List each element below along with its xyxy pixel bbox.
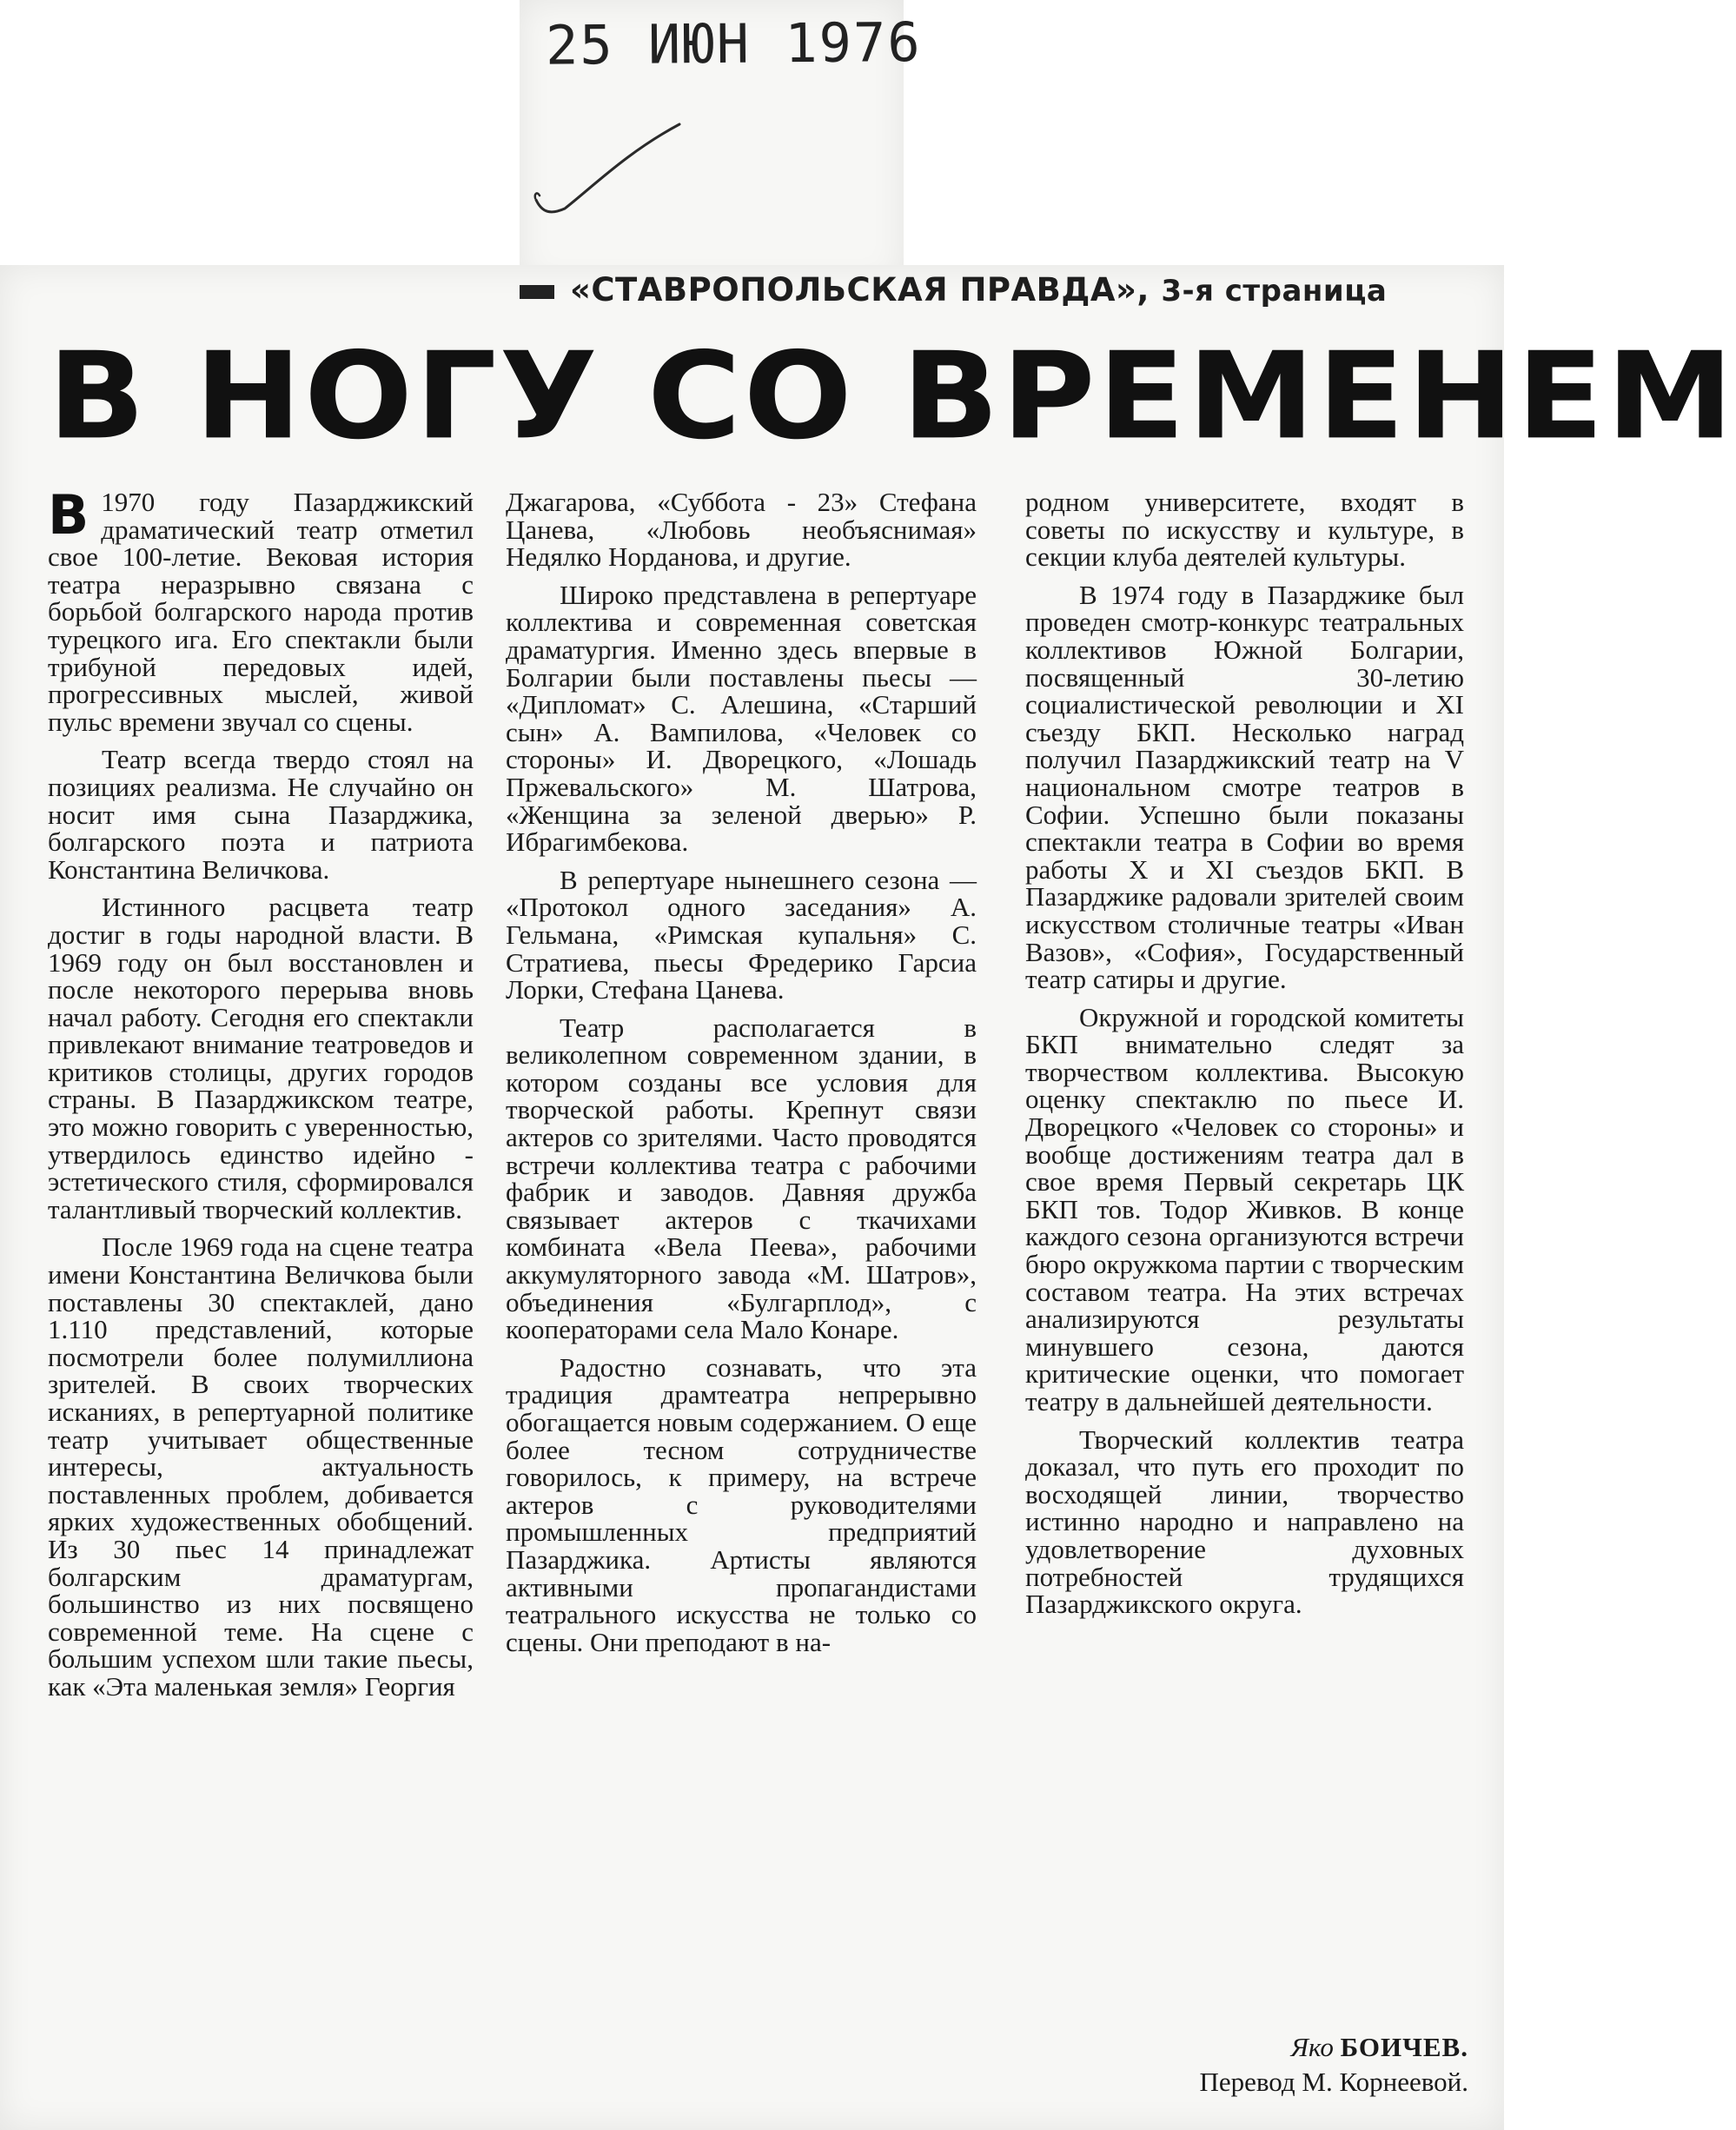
newspaper-masthead: [520, 271, 1484, 309]
translator-credit: Перевод М. Корнеевой.: [1199, 2067, 1468, 2097]
paragraph: Широко представлена в репертуаре коллектива и современная советская драматургия. Именно здесь впервые в Болгарии были поставлены пьесы — «Дипломат» С. Алешина, «Старший сын» А. Вампилова, «Человек со стороны» И. Дворецкого, «Лошадь Пржевальского» М. Шатрова, «Женщина за зеленой дверью» Р. Ибрагимбекова.: [506, 579, 977, 858]
article-column-3: [1025, 488, 1464, 1618]
newspaper-name: «СТАВРОПОЛЬСКАЯ ПРАВДА»,: [570, 271, 1150, 309]
article-column-2: [506, 488, 977, 1656]
paragraph: [48, 483, 474, 737]
paragraph: Истинного расцвета театр достиг в годы народной власти. В 1969 году он был восстановлен и после некоторого перерыва вновь начал работу. Сегодня его спектакли привлекают внимание театроведов и критиков столицы, других городов страны. В Пазарджикском театре, это можно говорить с уверенностью, утвердилось единство идейно - эстетического стиля, сформировался талантливый творческий коллектив.: [48, 892, 474, 1224]
paragraph: Театр располагается в великолепном современном здании, в котором созданы все условия для творческой работы. Крепнут связи актеров со зрителями. Часто проводятся встречи коллектива театра с рабочими фабрик и заводов. Давняя дружба связывает актеров с ткачихами комбината «Вела Пеева», рабочими аккумуляторного завода «М. Шатров», объединения «Булгарплод», с кооператорами села Мало Конаре.: [506, 1012, 977, 1345]
paragraph: Окружной и городской комитеты БКП внимательно следят за творчеством коллектива. Высокую оценку спектаклю по пьесе И. Дворецкого «Человек со стороны» и вообще достижениям театра дал в свое время Первый секретарь ЦК БКП тов. Тодор Живков. В конце каждого сезона организуются встречи бюро окружкома партии с творческим составом театра. На этих встречах анализируются результаты минувшего сезона, даются критические оценки, что помогает театру в дальнейшей деятельности.: [1025, 1001, 1464, 1417]
paragraph: Творческий коллектив театра доказал, что путь его проходит по восходящей линии, творчество истинно народно и направлено на удовлетворение духовных потребностей трудящихся Пазарджикского округа.: [1025, 1423, 1464, 1620]
paragraph: В репертуаре нынешнего сезона — «Протокол одного заседания» А. Гельмана, «Римская купальня» С. Стратиева, пьесы Фредерико Гарсиа Лорки, Стефана Цанева.: [506, 864, 977, 1005]
paragraph: Джагарова, «Суббота - 23» Стефана Цанева, «Любовь необъяснимая» Недялко Норданова, и другие.: [506, 487, 977, 573]
paragraph: родном университете, входят в советы по искусству и культуре, в секции клуба деятелей культуры.: [1025, 487, 1464, 573]
paragraph: Радостно сознавать, что эта традиция драмтеатра непрерывно обогащается новым содержанием. О еще более тесном сотрудничестве говорилось, к примеру, на встрече актеров с руководителями промышленных предприятий Пазарджика. Артисты являются активными пропагандистами театрального искусства не только со сцены. Они преподают в на-: [506, 1351, 977, 1657]
paragraph: В 1974 году в Пазарджике был проведен смотр-конкурс театральных коллективов Южной Болгарии, посвященный 30-летию социалистической революции и XI съезду БКП. Несколько наград получил Пазарджикский театр на V национальном смотре театров в Софии. Успешно были показаны спектакли театра в Софии во время работы X и XI съездов БКП. В Пазарджике радовали зрителей своим искусством столичные театры «Иван Вазов», «София», Государственный театр сатиры и другие.: [1025, 579, 1464, 995]
date-stamp: 25 ИЮН 1976: [545, 10, 922, 77]
drop-cap: В: [48, 483, 89, 547]
article-column-1: [48, 483, 474, 1702]
handwritten-check-mark: [532, 117, 688, 230]
article-headline: В НОГУ СО ВРЕМЕНЕМ: [48, 327, 1736, 467]
page-number: 3-я страница: [1161, 274, 1388, 309]
masthead-bar: [520, 285, 554, 299]
paragraph-text: 1970 году Пазарджикский драматический театр отметил свое 100-летие. Вековая история театра неразрывно связана с борьбой болгарского народа против турецкого ига. Его спектакли были трибуной передовых идей, прогрессивных мыслей, живой пульс времени звучал со сцены.: [48, 487, 474, 737]
article-signature: [1043, 2030, 1468, 2100]
paragraph: После 1969 года на сцене театра имени Константина Величкова были поставлены 30 спектаклей, дано 1.110 представлений, которые посмотрели более полумиллиона зрителей. В своих творческих исканиях, в репертуарной политике театр учитывает общественные интересы, актуальность поставленных проблем, добивается ярких художественных обобщений. Из 30 пьес 14 принадлежат болгарским драматургам, большинство из них посвящено современной теме. На сцене с большим успехом шли такие пьесы, как «Эта маленькая земля» Георгия: [48, 1231, 474, 1702]
author-name: Яко БОИЧЕВ.: [1290, 2032, 1468, 2062]
paragraph: Театр всегда твердо стоял на позициях реализма. Не случайно он носит имя сына Пазарджика, болгарского поэта и патриота Константина Величкова.: [48, 744, 474, 885]
